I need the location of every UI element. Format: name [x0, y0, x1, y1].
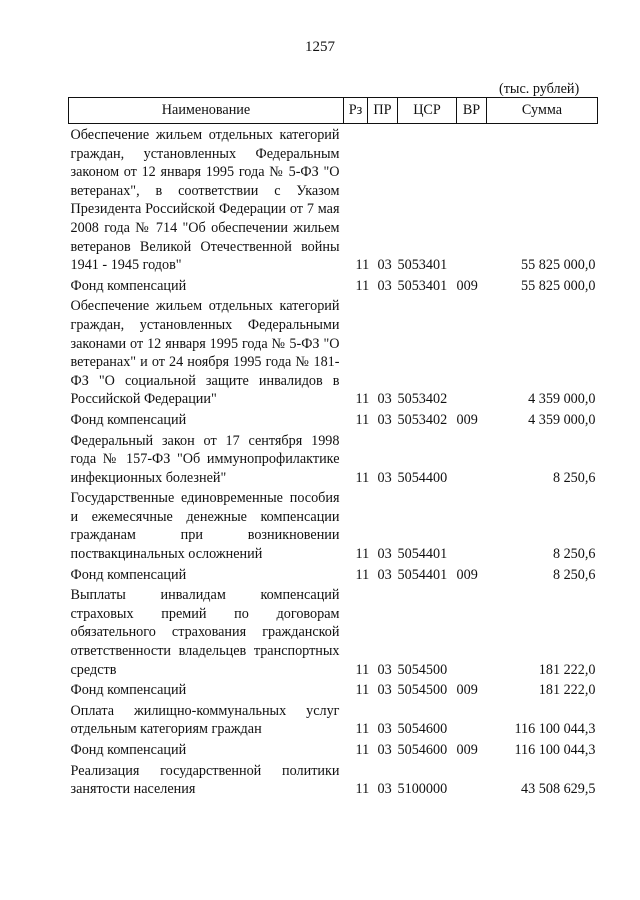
- row-pr: 03: [377, 391, 392, 408]
- header-vr: ВР: [457, 98, 487, 124]
- row-csr: 5054401: [397, 566, 448, 583]
- row-vr: [457, 124, 487, 275]
- table-row: [69, 295, 598, 409]
- row-pr: 03: [377, 566, 392, 583]
- row-rz: 11: [355, 682, 370, 699]
- row-vr: [457, 760, 487, 799]
- row-csr: 5053401: [397, 257, 448, 274]
- row-name: Фонд компенсаций: [70, 411, 187, 428]
- row-rz: 11: [355, 411, 370, 428]
- row-vr: 009: [456, 566, 478, 583]
- row-vr: [457, 430, 487, 488]
- row-rz: 11: [355, 391, 370, 408]
- row-pr: 03: [377, 661, 392, 678]
- row-pr: 03: [377, 277, 392, 294]
- row-rz: 11: [355, 781, 370, 798]
- row-rz: 11: [355, 661, 370, 678]
- row-sum: 8 250,6: [552, 546, 596, 563]
- row-name: Реализация государственной политики занятости населения: [70, 762, 340, 798]
- table-row: [69, 700, 598, 739]
- row-csr: 5054500: [397, 661, 448, 678]
- row-name: Фонд компенсаций: [70, 742, 187, 758]
- table-row: [69, 564, 598, 585]
- table-row: [69, 124, 598, 275]
- row-name: Обеспечение жильем отдельных категорий граждан, установленных Федеральным законом от 12 января 1995 года № 5-ФЗ "О ветеранах", в соответствии с Указом Президента Российской Федерации от 7 мая 2008 года № 714 "Об обеспечении жильем ветеранов Великой Отечественной войны 1941 - 1945 годов": [70, 127, 340, 274]
- row-name: Федеральный закон от 17 сентября 1998 года № 157-ФЗ "Об иммунопрофилактике инфекционных болезней": [70, 432, 340, 486]
- row-sum: 181 222,0: [538, 682, 596, 699]
- row-sum: 8 250,6: [552, 469, 596, 486]
- header-name: Наименование: [69, 98, 344, 124]
- row-sum: 4 359 000,0: [528, 411, 596, 428]
- row-name: Фонд компенсаций: [70, 277, 187, 294]
- budget-table: [68, 97, 598, 799]
- row-pr: 03: [377, 411, 392, 428]
- table-row: [69, 679, 598, 700]
- row-csr: 5053402: [397, 391, 448, 408]
- row-csr: 5053402: [397, 411, 448, 428]
- table-row: [69, 430, 598, 488]
- row-sum: 116 100 044,3: [514, 742, 596, 758]
- row-pr: 03: [377, 546, 392, 563]
- row-name: Обеспечение жильем отдельных категорий граждан, установленных Федеральными законами от 12 января 1995 года № 5-ФЗ "О ветеранах" и от 24 ноября 1995 года № 181-ФЗ "О социальной защите инвалидов в Российской Федерации": [70, 298, 340, 408]
- row-name: Выплаты инвалидам компенсаций страховых премий по договорам обязательного страхования гражданской ответственности владельцев транспортных средств: [70, 587, 340, 678]
- row-sum: 4 359 000,0: [528, 391, 596, 408]
- table-row: [69, 487, 598, 563]
- row-pr: 03: [377, 721, 392, 738]
- units-note: (тыс. рублей): [499, 81, 580, 97]
- table-row: [69, 275, 598, 296]
- row-name: Фонд компенсаций: [70, 682, 187, 699]
- row-pr: 03: [377, 682, 392, 699]
- row-vr: 009: [456, 277, 478, 294]
- row-csr: 5053401: [397, 277, 448, 294]
- row-vr: [457, 295, 487, 409]
- row-vr: 009: [456, 411, 478, 428]
- table-header-row: [69, 98, 598, 124]
- header-sum: Сумма: [487, 98, 598, 124]
- row-rz: 11: [355, 546, 370, 563]
- row-vr: [457, 584, 487, 679]
- row-vr: [457, 487, 487, 563]
- row-name: Оплата жилищно-коммунальных услуг отдельным категориям граждан: [70, 702, 340, 738]
- row-rz: 11: [355, 742, 370, 758]
- row-pr: 03: [377, 781, 392, 798]
- header-pr: ПР: [368, 98, 398, 124]
- row-rz: 11: [355, 277, 370, 294]
- header-csr: ЦСР: [398, 98, 457, 124]
- row-sum: 116 100 044,3: [514, 721, 596, 738]
- row-csr: 5054600: [397, 742, 448, 758]
- table-row: [69, 409, 598, 430]
- row-pr: 03: [377, 742, 392, 758]
- row-pr: 03: [377, 469, 392, 486]
- page-number: 1257: [305, 39, 335, 55]
- table-row: [69, 739, 598, 760]
- table-row: [69, 760, 598, 799]
- header-rz: Рз: [344, 98, 368, 124]
- row-vr: [457, 700, 487, 739]
- row-sum: 181 222,0: [538, 661, 596, 678]
- row-csr: 5054600: [397, 721, 448, 738]
- row-name: Государственные единовременные пособия и ежемесячные денежные компенсации гражданам при возникновении поствакцинальных осложнений: [70, 490, 340, 563]
- row-csr: 5100000: [397, 781, 448, 798]
- row-vr: 009: [456, 742, 478, 758]
- row-csr: 5054401: [397, 546, 448, 563]
- row-csr: 5054500: [397, 682, 448, 699]
- row-sum: 43 508 629,5: [521, 781, 596, 798]
- row-sum: 55 825 000,0: [521, 257, 596, 274]
- row-vr: 009: [456, 682, 478, 699]
- row-name: Фонд компенсаций: [70, 566, 187, 583]
- row-rz: 11: [355, 469, 370, 486]
- row-csr: 5054400: [397, 469, 448, 486]
- row-pr: 03: [377, 257, 392, 274]
- row-rz: 11: [355, 721, 370, 738]
- row-sum: 55 825 000,0: [521, 277, 596, 294]
- row-sum: 8 250,6: [552, 566, 596, 583]
- table-row: [69, 584, 598, 679]
- row-rz: 11: [355, 566, 370, 583]
- row-rz: 11: [355, 257, 370, 274]
